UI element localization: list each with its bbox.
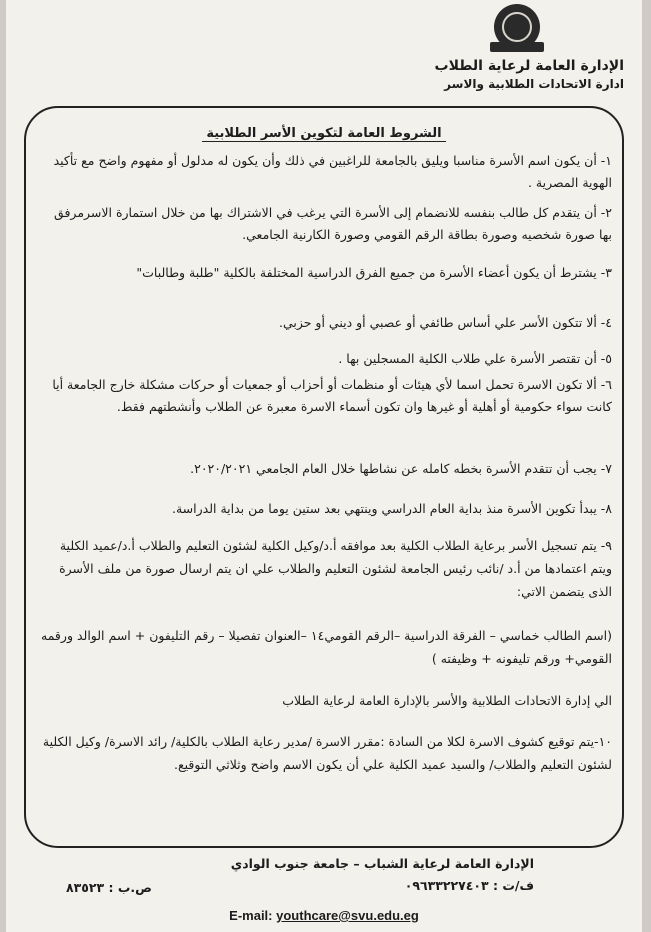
condition-2: ٢- أن يتقدم كل طالب بنفسه للانضمام إلى الأسرة التي يرغب في الاشتراك بها من خلال استمارة الاسرمرفق بها صورة شخصيه وصورة بطاقة الرقم القومي وصورة الكارنية الجامعي.: [54, 205, 612, 242]
footer-email: [6, 908, 642, 923]
header-subdepartment: ادارة الاتحادات الطلابية والاسر: [444, 77, 624, 91]
footer-po-box: ص.ب : ٨٣٥٢٣: [66, 880, 152, 895]
logo-base: [490, 42, 544, 52]
footer-organization: الإدارة العامة لرعاية الشباب – جامعة جنوب الوادي: [230, 856, 534, 871]
condition-7: ٧- يجب أن تتقدم الأسرة بخطه كامله عن نشاطها خلال العام الجامعي ٢٠٢٠/٢٠٢١.: [190, 461, 612, 476]
university-logo: [494, 4, 540, 50]
condition-4: ٤- ألا تتكون الأسر علي أساس طائفي أو عصبي أو ديني أو حزبي.: [278, 315, 612, 330]
document-page: [6, 0, 642, 932]
condition-6: ٦- ألا تكون الاسرة تحمل اسما لأي هيئات أو منظمات أو أحزاب أو جمعيات أو حركات مشكلة خارج الجامعة أيا كانت سواء حكومية أو أهلية أو غيرها وان تكون أسماء الاسرة معبرة عن الطلاب وأنشطتهم فقط.: [52, 377, 612, 414]
condition-3: ٣- يشترط أن يكون أعضاء الأسرة من جميع الفرق الدراسية المختلفة بالكلية "طلبة وطالبات": [136, 265, 612, 280]
email-address-link[interactable]: youthcare@svu.edu.eg: [276, 908, 419, 923]
condition-9-destination: الي إدارة الاتحادات الطلابية والأسر بالإدارة العامة لرعاية الطلاب: [282, 693, 612, 708]
condition-9: ٩- يتم تسجيل الأسر برعاية الطلاب الكلية بعد موافقه أ.د/وكيل الكلية لشئون التعليم والطلاب أ.د/عميد الكلية ويتم اعتمادها من أ.د /نائب رئيس الجامعة لشئون التعليم والطلاب علي ان يتم ارسال صورة من ملف الأسرة الذى يتضمن الاتي:: [59, 538, 612, 599]
footer-phone: ف/ت : ٠٩٦٣٣٢٢٧٤٠٣: [404, 878, 534, 893]
condition-5: ٥- أن تقتصر الأسرة علي طلاب الكلية المسجلين بها .: [338, 351, 612, 366]
document-title: [6, 126, 642, 141]
condition-9-details: (اسم الطالب خماسي – الفرقة الدراسية –الرقم القومي١٤ –العنوان تفصيلا – رقم التليفون + اسم الوالد ورقمه القومي+ ورقم تليفونه + وظيفته ): [41, 628, 612, 666]
header-department: الإدارة العامة لرعاية الطلاب: [434, 58, 624, 74]
condition-10: ١٠-يتم توقيع كشوف الاسرة لكلا من السادة :مقرر الاسرة /مدير رعاية الطلاب بالكلية/ رائد الاسرة/ وكيل الكلية لشئون التعليم والطلاب/ والسيد عميد الكلية علي أن يكون الاسم واضح وثلاثي التوقيع.: [42, 734, 612, 772]
condition-1: ١- أن يكون اسم الأسرة مناسبا ويليق بالجامعة للراغبين في ذلك وأن يكون له مدلول أو مفهوم واضح مع تأكيد الهوية المصرية .: [53, 153, 612, 190]
email-label: E-mail:: [229, 908, 273, 923]
document-title-text: الشروط العامة لتكوين الأسر الطلابية: [202, 126, 445, 142]
logo-emblem: [502, 12, 532, 42]
condition-8: ٨- يبدأ تكوين الأسرة منذ بداية العام الدراسي وينتهي بعد ستين يوما من بداية الدراسة.: [171, 501, 612, 516]
